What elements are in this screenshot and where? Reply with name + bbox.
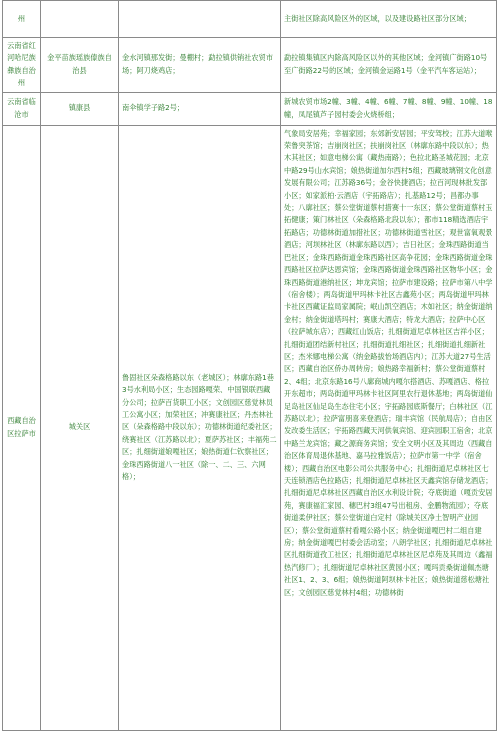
province-cell: 云南省红河哈尼族彝族自治州 <box>3 38 41 93</box>
town-cell: 南伞镇学子路2号； <box>119 92 281 125</box>
province-cell: 云南省临沧市 <box>3 92 41 125</box>
county-cell <box>41 1 119 38</box>
county-cell: 金平苗族瑶族傣族自治县 <box>41 38 119 93</box>
table-row <box>3 92 497 125</box>
table-row <box>3 1 497 38</box>
table-row <box>3 125 497 730</box>
town-cell: 鲁固社区朵森格路以东（老城区）；林廓东路1巷3号水利局小区；生态园路嘎荣、中国银联西藏分公司；拉萨百货职工小区；文创园区慈觉林员工公寓小区；加荣社区；冲赛康社区；丹杰林社区（朵森格路中段以东）；功德林街道纪委社区；绕赛社区（江苏路以北）；夏萨苏社区；丰福苑二区；扎细街道娘嘎社区；娘热街道仁钦察社区；金珠西路街道八一社区（除一、二、三、六网格）； <box>119 125 281 730</box>
area-cell: 主街社区除高风险区外的区域，以及建设路社区部分区域； <box>281 1 497 38</box>
province-cell: 西藏自治区拉萨市 <box>3 125 41 730</box>
town-cell: 金水河镇那发街；曼棚村；勐拉镇供销社农贸市场；阿刀烧鸡店； <box>119 38 281 93</box>
county-cell: 城关区 <box>41 125 119 730</box>
county-cell: 镇康县 <box>41 92 119 125</box>
table-row <box>3 38 497 93</box>
risk-area-table <box>2 0 497 731</box>
province-cell: 州 <box>3 1 41 38</box>
town-cell <box>119 1 281 38</box>
area-cell: 气象局安居苑；幸福家园；东郊新安居园；平安驾校；江苏大道喉荣鲁突茶馆；吉崩岗社区；扶崩岗社区（林廓东路中段以东）；热木其社区；如意电梯公寓（藏热南路）；色拉北路圣城花园；北京中路29号山水宾馆；娘热街道加尔西村5组；西藏玻璃钢文化创意发展有限公司；江苏路36号；金谷快捷酒店；拉百河现林批发部小区；如家派柏·云酒店（宇拓路店）；扎基路12号；昌都办事处；八廓社区；蔡公堂街道蔡村措赛十一东区；蔡公堂街道蔡村玉拓健康；策门林社区（朵森格路北段以东）；都市118精选酒店宇拓路店；功德林街道加措社区；功德林街道雪社区；观世富氧观景酒店；河坝林社区（林廓东路以西）；吉日社区；金珠西路街道当巴社区；金珠西路街道金珠西路社区高争花园；金珠西路街道金珠西路社区拉萨达恩宾馆；金珠西路街道金珠西路社区物华小区；金珠西路街道港纳社区；坤龙宾馆；拉萨市建设路；拉萨市第八中学（宿舍楼）；两岛街道甲玛林卡社区古鑫苑小区；两岛街道甲玛林卡社区西藏证监局家属院；岷山凯空酒店；木如社区；纳金街道纳金村；纳金街道塔玛村；赛康大酒店；特龙大酒店；拉萨中心区（拉萨城东店）；西藏红山饭店；扎细街道尼卓林社区吉祥小区；扎细街道团结新村社区；扎细街道扎细社区；扎细街道扎细新社区；杰米娜电梯公寓（纳金路拔怡场酒店内）；江苏大道27号生活区；西藏自治区侨办周转房；娘热路幸福新村；蔡公堂街道蔡村2、4组；北京东路16号八廓商城内嘎尔搭酒店、苏嘎酒店、格拉开东超市；两岛街道甲玛林卡社区阿里农行退休基地；两岛街道仙足岛社区仙足岛生态住宅小区；宇拓路园底斯餐厅；白林社区（江苏路以北）；拉萨富朋喜来登酒店；瑞丰宾馆（民航局店）；自由区发改委生活区；宇拓路西藏天河供氧宾馆、迎宾园职工宿舍；北京中路兰龙宾馆；藏之源商务宾馆；安全文明小区及其周边（西藏自治区体育局退休基地、嘉马拉雅饭店）；拉萨市第一中学（宿舍楼）；西藏自治区电影公司公共服务中心；扎细街道尼卓林社区七天连锁酒店色拉路店；扎细街道尼卓林社区天鑫宾馆存储龙酒店；扎细街道尼卓林社区西藏自治区水利设计院；夺底街道（嘎贡安居苑，赛康福汇家园、穗巴村3组47号出租房、金鹏物流园）；夺底街道柔伊社区；蔡公堂街道白定村（除城关区净土智明产业园区）；蔡公堂街道蔡村看嘎公路小区；纳金街道嘎巴村二组自建房；纳金街道嘎巴村委会活动室；八朗学社区；扎细街道尼卓林社区扎细街道孜工社区；扎细街道尼卓林社区尼卓苑及其周边（鑫福热汽修厂）；扎细街道尼卓林社区黄园小区；嘎玛贡桑街道佩杰塘社区1、2、3、6组；娘热街道阿坝林卡社区；娘热街道慈松塘社区；文创园区慈觉林村4组；功德林街 <box>281 125 497 730</box>
area-cell: 新城农贸市场2幢、3幢、4幢、6幢、7幢、8幢、9幢、10幢、18幢，凤尾镇芦子园村委会火烧桥组； <box>281 92 497 125</box>
area-cell: 勐拉镇集镇区内除高风险区以外的其他区域；金河镇广街路10号至广街路22号的区域；金河镇金运路1号（金平汽车客运站）； <box>281 38 497 93</box>
